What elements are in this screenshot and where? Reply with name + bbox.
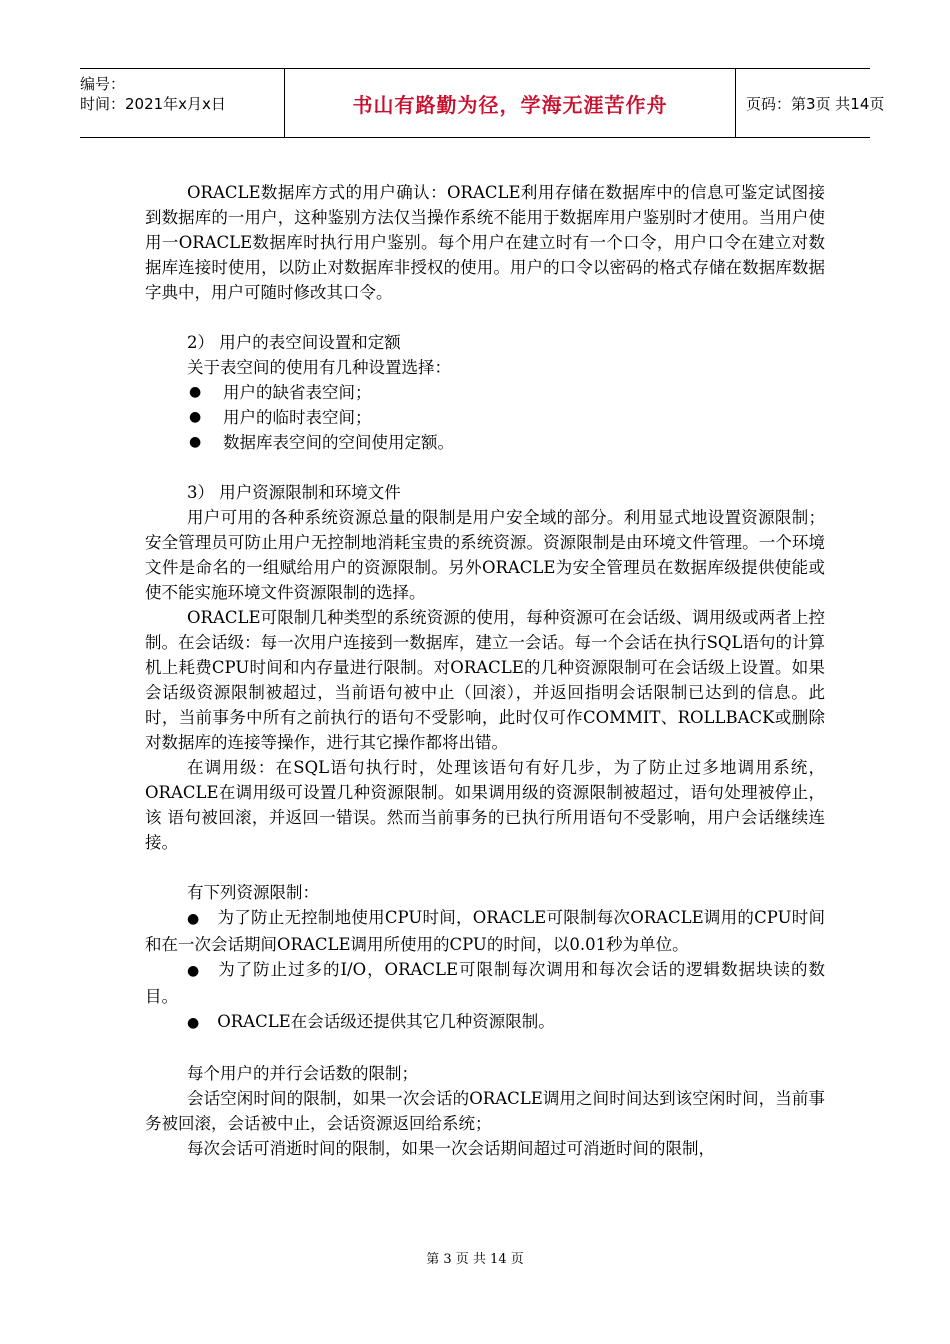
number-label: 编号：	[80, 75, 126, 93]
document-body	[145, 180, 825, 1161]
paragraph-resource-1: 用户可用的各种系统资源总量的限制是用户安全域的部分。利用显式地设置资源限制；安全管理员可防止用户无控制地消耗宝贵的系统资源。资源限制是由环境文件管理。一个环境文件是命名的一组赋给用户的资源限制。另外ORACLE为安全管理员在数据库级提供使能或使不能实施环境文件资源限制的选择。	[145, 508, 825, 602]
page-header	[80, 68, 885, 138]
list-item	[145, 957, 825, 1009]
paragraph-resource-3: 在调用级：在SQL语句执行时，处理该语句有好几步，为了防止过多地调用系统，ORACLE在调用级可设置几种资源限制。如果调用级的资源限制被超过，语句处理被停止，该 语句被回滚，并返回一错误。然而当前事务的已执行所用语句不受影响，用户会话继续连接。	[145, 758, 825, 852]
header-motto-cell	[284, 69, 736, 137]
limits-intro: 有下列资源限制：	[187, 883, 319, 902]
list-item-text: 为了防止无控制地使用CPU时间，ORACLE可限制每次ORACLE调用的CPU时间和在一次会话期间ORACLE调用所使用的CPU的时间，以0.01秒为单位。	[145, 908, 825, 954]
date-line: 时间：2021年x月x日	[80, 95, 226, 113]
paragraph-auth: ORACLE数据库方式的用户确认：ORACLE利用存储在数据库中的信息可鉴定试图接到数据库的一用户，这种鉴别方法仅当操作系统不能用于数据库用户鉴别时才使用。当用户使用一ORACLE数据库时执行用户鉴别。每个用户在建立时有一个口令，用户口令在建立对数据库连接时使用，以防止对数据库非授权的使用。用户的口令以密码的格式存储在数据库数据字典中，用户可随时修改其口令。	[145, 183, 825, 302]
list-item	[145, 380, 825, 405]
list-item	[145, 905, 825, 957]
motto: 书山有路勤为径，学海无涯苦作舟	[352, 92, 668, 117]
list-item-text: 为了防止过多的I/O，ORACLE可限制每次调用和每次会话的逻辑数据块读的数目。	[145, 960, 825, 1006]
header-meta	[80, 69, 284, 137]
bullet-icon: ●	[187, 963, 200, 979]
section-heading-2: 2） 用户的表空间设置和定额	[187, 333, 401, 352]
paragraph-concurrent: 每个用户的并行会话数的限制；	[187, 1064, 418, 1083]
list-item	[145, 1009, 825, 1036]
list-item-text: ORACLE在会话级还提供其它几种资源限制。	[217, 1012, 555, 1031]
list-item	[145, 430, 825, 455]
bullet-icon: ●	[187, 911, 200, 927]
bullet-icon: ●	[189, 409, 202, 425]
paragraph-elapsed: 每次会话可消逝时间的限制，如果一次会话期间超过可消逝时间的限制，	[187, 1139, 715, 1158]
bullet-icon: ●	[189, 384, 202, 400]
bullet-icon: ●	[187, 1015, 200, 1031]
page-footer: 第 3 页 共 14 页	[426, 1252, 524, 1267]
tablespace-intro: 关于表空间的使用有几种设置选择：	[187, 358, 451, 377]
page-info: 页码：第3页 共14页	[746, 94, 885, 113]
list-item-text: 用户的临时表空间；	[223, 408, 372, 427]
list-item-text: 数据库表空间的空间使用定额。	[223, 433, 454, 452]
paragraph-idle: 会话空闲时间的限制，如果一次会话的ORACLE调用之间时间达到该空闲时间，当前事务被回滚，会话被中止，会话资源返回给系统；	[145, 1089, 825, 1133]
bullet-icon: ●	[189, 434, 202, 450]
list-item-text: 用户的缺省表空间；	[223, 383, 372, 402]
section-heading-3: 3） 用户资源限制和环境文件	[187, 483, 401, 502]
paragraph-resource-2: ORACLE可限制几种类型的系统资源的使用，每种资源可在会话级、调用级或两者上控制。在会话级：每一次用户连接到一数据库，建立一会话。每一个会话在执行SQL语句的计算机上耗费CPU时间和内存量进行限制。对ORACLE的几种资源限制可在会话级上设置。如果会话级资源限制被超过，当前语句被中止（回滚），并返回指明会话限制已达到的信息。此时，当前事务中所有之前执行的语句不受影响，此时仅可作COMMIT、ROLLBACK或删除对数据库的连接等操作，进行其它操作都将出错。	[145, 608, 825, 752]
list-item	[145, 405, 825, 430]
